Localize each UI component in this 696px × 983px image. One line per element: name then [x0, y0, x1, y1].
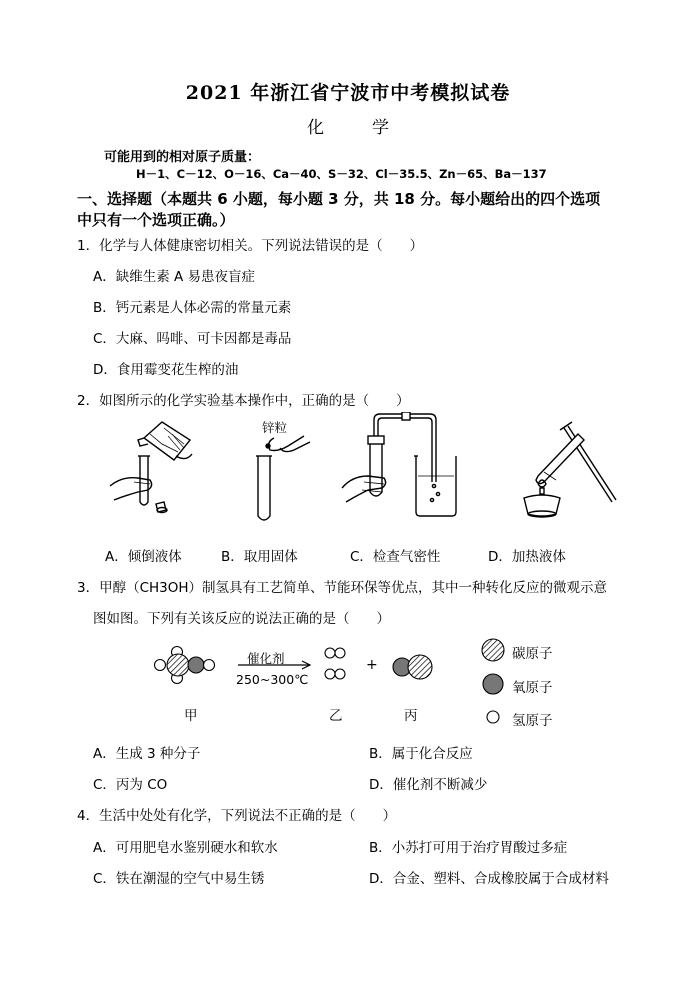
q3-option-b: B．属于化合反应 [369, 746, 473, 762]
atomic-mass-label: 可能用到的相对原子质量： [104, 150, 261, 165]
q4-option-d: D．合金、塑料、合成橡胶属于合成材料 [369, 871, 609, 887]
q3-stem-line1: 3．甲醇（CH3OH）制氢具有工艺简单、节能环保等优点，其中一种转化反应的微观示意 [77, 580, 608, 596]
q4-stem: 4．生活中处处有化学，下列说法不正确的是（ ） [77, 808, 397, 824]
q3-legend-oxygen: 氧原子 [512, 680, 553, 696]
q3-plus-sign: + [366, 657, 378, 673]
subject-char-2: 学 [372, 118, 389, 138]
q4-option-a: A．可用肥皂水鉴别硬水和软水 [93, 840, 278, 856]
q2-stem: 2．如图所示的化学实验基本操作中，正确的是（ ） [77, 393, 410, 409]
q2-figure-airtightness [338, 412, 458, 524]
q3-stem-line2: 图如图。下列有关该反应的说法正确的是（ ） [93, 611, 390, 627]
q3-option-c: C．丙为 CO [93, 777, 168, 793]
q3-legend-carbon: 碳原子 [512, 646, 553, 662]
q2-figure-take-solid [244, 432, 324, 524]
q2-figure-heat-liquid [516, 420, 618, 522]
q3-label-jia: 甲 [184, 708, 198, 724]
q2-option-d: D．加热液体 [488, 549, 566, 565]
q2-figure-pour-liquid [104, 416, 200, 520]
q1-stem: 1．化学与人体健康密切相关。下列说法错误的是（ ） [77, 238, 424, 254]
q3-label-bing: 丙 [404, 708, 418, 724]
section-heading-line1: 一、选择题（本题共 6 小题，每小题 3 分，共 18 分。每小题给出的四个选项 [77, 190, 601, 208]
q4-option-b: B．小苏打可用于治疗胃酸过多症 [369, 840, 568, 856]
exam-title: 2021 年浙江省宁波市中考模拟试卷 [185, 82, 511, 104]
q3-catalyst-label: 催化剂 [247, 651, 285, 666]
q1-option-b: B．钙元素是人体必需的常量元素 [93, 300, 292, 316]
section-heading-line2: 中只有一个选项正确。） [77, 211, 235, 229]
q3-reaction-diagram [150, 636, 450, 696]
q1-option-d: D．食用霉变花生榨的油 [93, 362, 239, 378]
subject-title [0, 113, 696, 138]
atomic-mass-values: H－1、C－12、O－16、Ca－40、S－32、Cl－35.5、Zn－65、Ba－137 [136, 167, 547, 181]
q3-option-a: A．生成 3 种分子 [93, 746, 201, 762]
q1-option-c: C．大麻、吗啡、可卡因都是毒品 [93, 331, 292, 347]
q2-option-b: B．取用固体 [221, 549, 298, 565]
q3-legend-icons [478, 636, 508, 732]
q1-option-a: A．缺维生素 A 易患夜盲症 [93, 269, 256, 285]
q2-option-c: C．检查气密性 [350, 549, 441, 565]
q4-option-c: C．铁在潮湿的空气中易生锈 [93, 871, 265, 887]
q2-option-a: A．倾倒液体 [105, 549, 182, 565]
q3-label-yi: 乙 [329, 708, 343, 724]
q3-option-d: D．催化剂不断减少 [369, 777, 488, 793]
q3-legend-hydrogen: 氢原子 [512, 713, 553, 729]
q3-temperature-label: 250~300℃ [236, 672, 309, 687]
q2-zinc-label: 锌粒 [262, 420, 288, 435]
subject-char-1: 化 [307, 118, 324, 138]
